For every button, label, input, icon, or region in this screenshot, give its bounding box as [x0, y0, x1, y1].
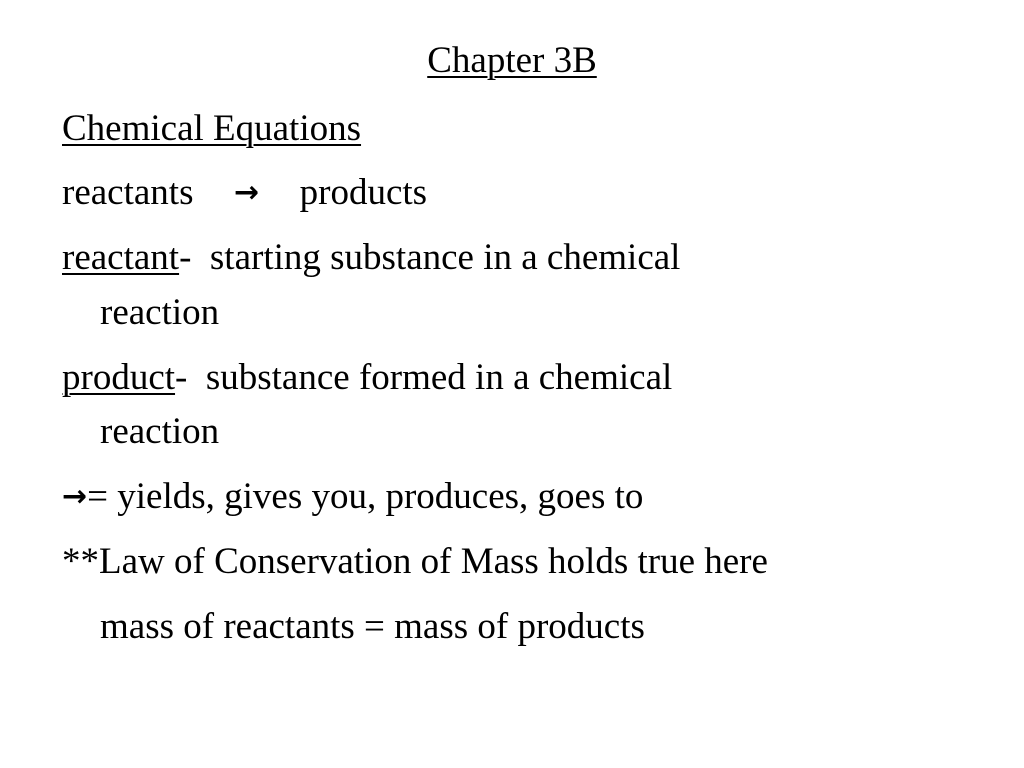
reactant-term: reactant — [62, 237, 180, 278]
law-detail-text: mass of reactants = mass of products — [100, 606, 645, 647]
product-definition-text: - substance formed in a chemical — [175, 357, 673, 398]
reactant-definition-continuation — [100, 292, 219, 335]
reactant-definition-cont: reaction — [100, 292, 220, 333]
product-term: product — [62, 357, 176, 398]
slide-title — [0, 40, 1024, 83]
arrow-meaning — [62, 476, 643, 519]
product-definition-continuation — [100, 411, 219, 454]
product-definition — [62, 357, 672, 400]
reactant-definition — [62, 237, 680, 280]
law-detail — [100, 606, 645, 649]
arrow-icon: → — [62, 479, 88, 514]
slide-title-text: Chapter 3B — [427, 40, 597, 81]
equation-products: products — [299, 172, 428, 213]
section-heading-text: Chemical Equations — [62, 108, 362, 149]
product-definition-cont: reaction — [100, 411, 220, 452]
equation-line — [62, 172, 427, 215]
reactant-definition-text: - starting substance in a chemical — [179, 237, 681, 278]
equation-reactants: reactants — [62, 172, 194, 213]
law-statement-text: **Law of Conservation of Mass holds true here — [62, 541, 768, 582]
arrow-meaning-text: = yields, gives you, produces, goes to — [87, 476, 644, 517]
section-heading — [62, 108, 361, 151]
arrow-icon: → — [233, 175, 260, 210]
law-statement — [62, 541, 768, 584]
